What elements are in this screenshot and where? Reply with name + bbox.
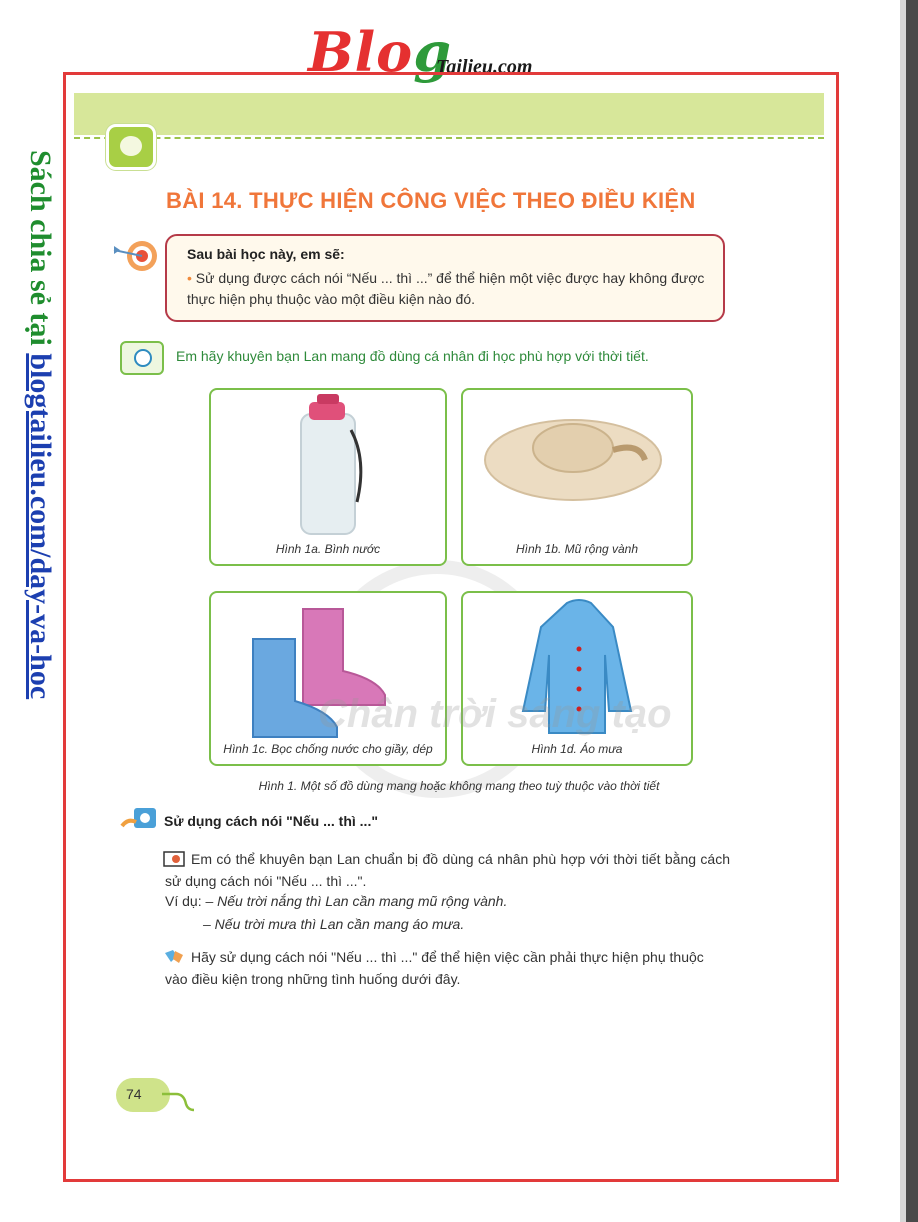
- caption-1a: Hình 1a. Bình nước: [275, 542, 381, 556]
- side-watermark: [18, 150, 62, 910]
- section-title: Sử dụng cách nói "Nếu ... thì ...": [164, 813, 378, 829]
- figure-caption: Hình 1. Một số đồ dùng mang hoặc không mang theo tuỳ thuộc vào thời tiết: [258, 779, 660, 793]
- bullet: •: [187, 270, 192, 286]
- question-text: Em hãy khuyên bạn Lan mang đồ dùng cá nhân đi học phù hợp với thời tiết.: [176, 348, 649, 364]
- paragraph-text: Em có thể khuyên bạn Lan chuẩn bị đồ dùng cá nhân phù hợp với thời tiết bằng cách sử dụng cách nói "Nếu ... thì ...".: [165, 851, 730, 889]
- caption-1c: Hình 1c. Bọc chống nước cho giầy, dép: [223, 742, 433, 756]
- header-dashline: [74, 137, 824, 139]
- logo-sub: Tailieu.com: [436, 56, 533, 78]
- figure-1a: [209, 388, 447, 566]
- page-number: 74: [126, 1086, 142, 1102]
- task-text: Hãy sử dụng cách nói "Nếu ... thì ..." để thể hiện việc cần phải thực hiện phụ thuộc vào điều kiện trong những tình huống dưới đây.: [165, 949, 704, 987]
- target-icon: [112, 238, 160, 274]
- objective-text: [187, 268, 707, 310]
- example-label: Ví dụ:: [165, 893, 202, 909]
- viewer-edge: [906, 0, 918, 1222]
- example-2: [203, 916, 464, 932]
- caption-1b: Hình 1b. Mũ rộng vành: [515, 542, 639, 556]
- task-paragraph: [165, 946, 730, 990]
- side-text-prefix: Sách chia sẻ tại: [24, 150, 57, 354]
- raincoat-icon: [463, 593, 691, 764]
- example-1-text: – Nếu trời nắng thì Lan cần mang mũ rộng vành.: [205, 893, 508, 909]
- activity-icon: [120, 341, 164, 375]
- figure-1b: [461, 388, 693, 566]
- section-paragraph: [165, 848, 730, 892]
- wide-brim-hat-icon: [463, 390, 691, 564]
- example-1: [165, 893, 507, 909]
- lesson-title: BÀI 14. THỰC HIỆN CÔNG VIỆC THEO ĐIỀU KIỆN: [166, 188, 696, 213]
- water-bottle-icon: [211, 390, 445, 564]
- objective-sentence: Sử dụng được cách nói “Nếu ... thì ...” để thể hiện một việc được hay không được thực hiện phụ thuộc vào một điều kiện nào đó.: [187, 270, 705, 307]
- example-2-text: – Nếu trời mưa thì Lan cần mang áo mưa.: [203, 916, 465, 932]
- page-number-tail-icon: [160, 1086, 196, 1114]
- waterproof-shoe-covers-icon: [211, 593, 445, 764]
- objectives-heading: Sau bài học này, em sẽ:: [187, 246, 345, 262]
- objectives-box: [165, 234, 725, 322]
- caption-1d: Hình 1d. Áo mưa: [531, 742, 623, 756]
- header-band: [74, 93, 824, 135]
- figure-1c: [209, 591, 447, 766]
- lesson-badge-icon: [106, 124, 156, 170]
- publisher-watermark-text: Chân trời sáng tạo: [318, 692, 672, 736]
- practice-icon: [120, 806, 160, 834]
- logo-main: Blog: [308, 20, 452, 84]
- figure-1d: [461, 591, 693, 766]
- side-link[interactable]: blogtailieu.com/day-va-hoc: [24, 353, 57, 700]
